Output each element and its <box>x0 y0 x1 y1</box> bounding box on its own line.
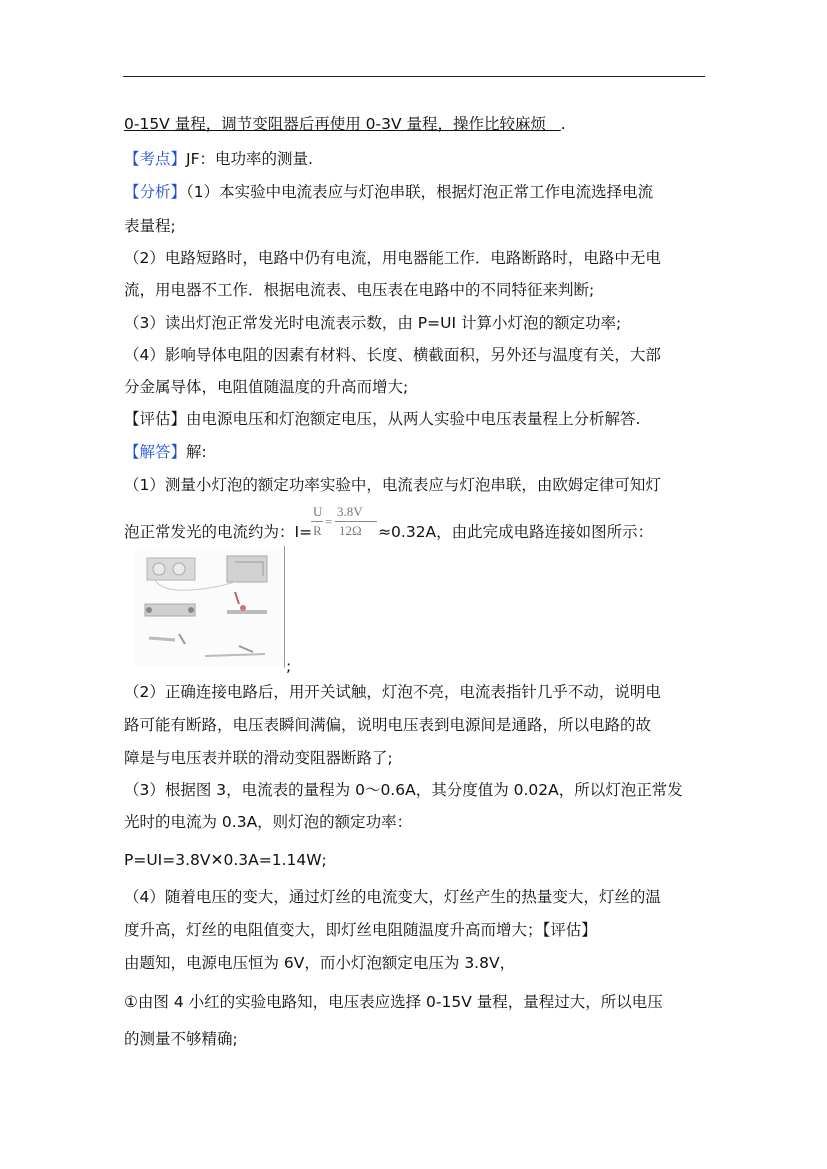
text-line-1: 0-15V 量程，调节变阻器后再使用 0-3V 量程，操作比较麻烦 . <box>124 115 566 133</box>
fraction-equals: = <box>325 514 333 529</box>
text-line-5: （2）电路短路时，电路中仍有电流，用电器能工作．电路断路时，电路中无电 <box>124 249 661 267</box>
text-line-8: （4）影响导体电阻的因素有材料、长度、横截面积，另外还与温度有关，大部 <box>124 346 661 364</box>
text-line-19: 光时的电流为 0.3A，则灯泡的额定功率： <box>124 813 413 831</box>
text-line-18: （3）根据图 3，电流表的量程为 0～0.6A，其分度值为 0.02A，所以灯泡正常发 <box>124 781 683 799</box>
fraction-numerator: 3.8V <box>337 504 363 519</box>
header-rule <box>123 76 705 77</box>
circuit-photo-drawing <box>135 548 283 666</box>
fraction-u: U <box>313 504 323 519</box>
voltmeter-shape <box>227 556 267 582</box>
text-line-4: 表量程; <box>124 217 176 235</box>
fraction-bar-1 <box>311 521 323 522</box>
fraction-denominator: 12Ω <box>339 523 362 538</box>
text-line-22: 度升高，灯丝的电阻值变大，即灯丝电阻随温度升高而增大；【评估】 <box>124 921 597 939</box>
text-line-9: 分金属导体，电阻值随温度的升高而增大; <box>124 378 409 396</box>
fraction-bar-2 <box>335 521 377 522</box>
formula-line: 泡正常发光的电流约为：I= ≈0.32A，由此完成电路连接如图所示： <box>124 523 654 541</box>
fraction-r: R <box>313 523 322 538</box>
text-line-15: （2）正确连接电路后，用开关试触，灯泡不亮，电流表指针几乎不动，说明电 <box>124 683 661 701</box>
figure-divider <box>284 546 285 668</box>
jieda-tag: 【解答】 <box>124 443 187 461</box>
underlined-answer: 0-15V 量程，调节变阻器后再使用 0-3V 量程，操作比较麻烦 <box>124 115 546 133</box>
jieda-line: 【解答】解: <box>124 443 207 461</box>
fenxi-line: 【分析】（1）本实验中电流表应与灯泡串联，根据灯泡正常工作电流选择电流 <box>124 183 654 201</box>
text-line-23: 由题知，电源电压恒为 6V，而小灯泡额定电压为 3.8V， <box>124 954 516 972</box>
kaodian-line: 【考点】JF：电功率的测量. <box>124 150 313 168</box>
circuit-photo <box>135 548 283 666</box>
kaodian-tag: 【考点】 <box>124 150 187 168</box>
text-line-25: 的测量不够精确; <box>124 1030 238 1048</box>
text-line-16: 路可能有断路，电压表瞬间满偏，说明电压表到电源间是通路，所以电路的故 <box>124 716 652 734</box>
rheostat-shape <box>145 604 195 616</box>
text-line-24: ①由图 4 小红的实验电路知，电压表应选择 0-15V 量程，量程过大，所以电压 <box>124 993 663 1011</box>
text-line-10: 【评估】由电源电压和灯泡额定电压，从两人实验中电压表量程上分析解答. <box>124 410 641 428</box>
text-line-17: 障是与电压表并联的滑动变阻器断路了; <box>124 749 393 767</box>
text-line-21: （4）随着电压的变大，通过灯丝的电流变大，灯丝产生的热量变大，灯丝的温 <box>124 888 661 906</box>
text-line-7: （3）读出灯泡正常发光时电流表示数，由 P=UI 计算小灯泡的额定功率; <box>124 314 622 332</box>
text-line-20: P=UI=3.8V✕0.3A=1.14W; <box>124 851 327 869</box>
text-line-12: （1）测量小灯泡的额定功率实验中，电流表应与灯泡串联，由欧姆定律可知灯 <box>124 476 661 494</box>
text-line-6: 流，用电器不工作．根据电流表、电压表在电路中的不同特征来判断; <box>124 281 595 299</box>
fenxi-tag: 【分析】 <box>124 183 187 201</box>
figure-semicolon: ; <box>286 657 292 675</box>
